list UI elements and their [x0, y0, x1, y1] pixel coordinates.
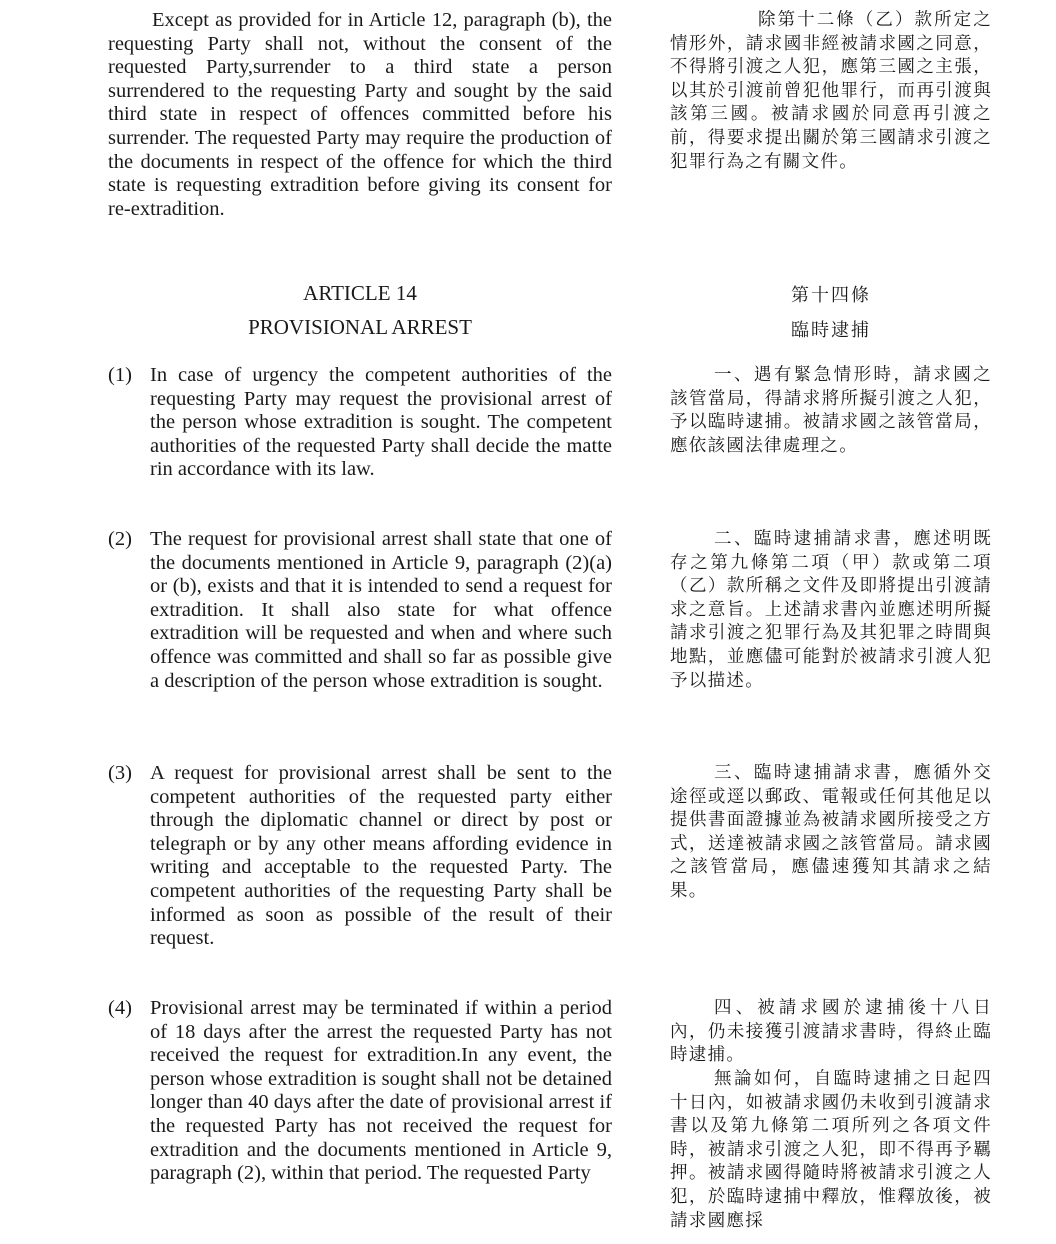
english-paragraph-1: In case of urgency the competent authorities of the requesting Party may request the provisional arrest of the person whose extradition is sought. The competent authorities of the requested Party shall decide the matte rin accordance with its law.: [150, 364, 612, 481]
chinese-paragraph-1: 一、遇有緊急情形時，請求國之該管當局，得請求將所擬引渡之人犯，予以臨時逮捕。被請求國之該管當局，應依該國法律處理之。: [670, 365, 992, 456]
chinese-intro-paragraph: 除第十二條（乙）款所定之情形外，請求國非經被請求國之同意，不得將引渡之人犯，應第三國之主張，以其於引渡前曾犯他罪行，而再引渡與該第三國。被請求國於同意再引渡之前，得要求提出關於第三國請求引渡之犯罪行為之有關文件。: [670, 10, 992, 172]
article-title-en: PROVISIONAL ARREST: [248, 315, 472, 339]
chinese-paragraph-4-continued: 無論如何，自臨時逮捕之日起四十日內，如被請求國仍未收到引渡請求書以及第九條第二項所列之各項文件時，被請求引渡之人犯，即不得再予羈押。被請求國得隨時將被請求引渡之人犯，於臨時逮捕中釋放，惟釋放後，被請求國應採: [670, 1069, 992, 1231]
english-paragraph-3: A request for provisional arrest shall be sent to the competent authorities of the requested party either through the diplomatic channel or direct by post or telegraph or by any other means affording evidence in writing and acceptable to the requested Party. The competent authorities of the requesting Party shall be informed as soon as possible of the result of their request.: [150, 762, 612, 950]
chinese-paragraph-4: 四、被請求國於逮捕後十八日內，仍未接獲引渡請求書時，得終止臨時逮捕。: [670, 998, 992, 1066]
english-paragraph-2: The request for provisional arrest shall state that one of the documents mentioned in Article 9, paragraph (2)(a) or (b), exists and that it is intended to send a request for extradition. It shall also state for what offence extradition will be requested and when and where such offence was committed and shall so far as possible give a description of the person whose extradition is sought.: [150, 528, 612, 692]
article-heading-en: ARTICLE 14: [303, 281, 417, 305]
chinese-paragraph-3: 三、臨時逮捕請求書，應循外交途徑或逕以郵政、電報或任何其他足以提供書面證據並為被請求國所接受之方式，送達被請求國之該管當局。請求國之該管當局，應儘速獲知其請求之結果。: [670, 763, 992, 901]
article-heading-zh: 第十四條: [791, 285, 871, 306]
article-title-zh: 臨時逮捕: [791, 320, 871, 341]
chinese-paragraph-2: 二、臨時逮捕請求書，應述明既存之第九條第二項（甲）款或第二項（乙）款所稱之文件及即將提出引渡請求之意旨。上述請求書內並應述明所擬請求引渡之犯罪行為及其犯罪之時間與地點，並應儘可能對於被請求引渡人犯予以描述。: [670, 529, 992, 691]
paragraph-number: (3): [108, 762, 132, 784]
english-paragraph-4: Provisional arrest may be terminated if within a period of 18 days after the arrest the requested Party has not received the request for extradition.In any event, the person whose extradition is sought shall not be detained longer than 40 days after the date of provisional arrest if the requested Party has not received the request for extradition and the documents mentioned in Article 9, paragraph (2), within that period. The requested Party: [150, 997, 612, 1185]
english-intro-paragraph: Except as provided for in Article 12, paragraph (b), the requesting Party shall not, without the consent of the requested Party,surrender to a third state a person surrendered to the requesting Party and sought by the said third state in respect of offences committed before his surrender. The requested Party may require the production of the documents in respect of the offence for which the third state is requesting extradition before giving its consent for re-extradition.: [108, 9, 612, 220]
paragraph-number: (2): [108, 528, 132, 550]
paragraph-number: (1): [108, 364, 132, 386]
paragraph-number: (4): [108, 997, 132, 1019]
